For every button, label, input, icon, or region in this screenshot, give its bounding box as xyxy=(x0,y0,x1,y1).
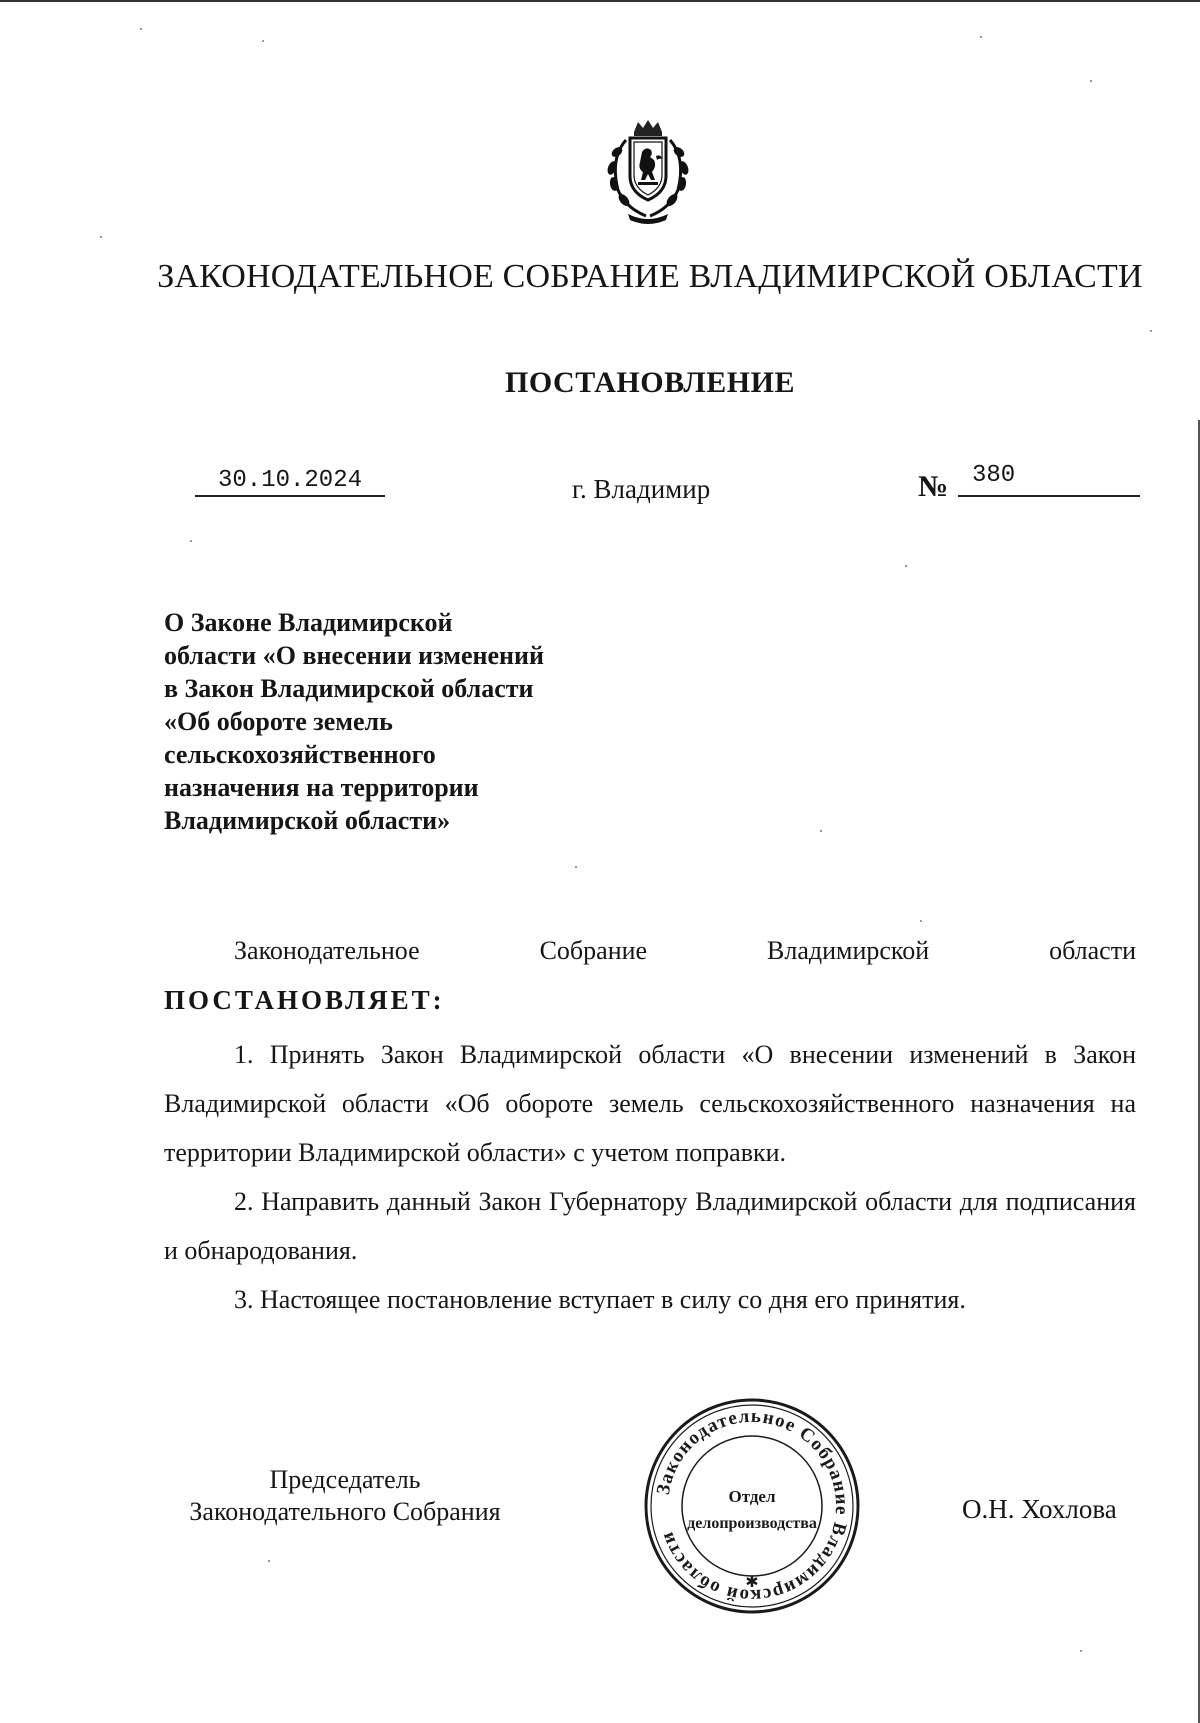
organization-title: ЗАКОНОДАТЕЛЬНОЕ СОБРАНИЕ ВЛАДИМИРСКОЙ ОБЛАСТИ xyxy=(157,258,1143,295)
subject-line: «Об обороте земель xyxy=(164,707,393,736)
decree-paragraph-1: 1. Принять Закон Владимирской области «О внесении изменений в Закон Владимирской области «Об обороте земель сельскохозяйственного назначения на территории Владимирской области» с учетом поправки. xyxy=(164,1040,1136,1167)
preamble-text: Законодательное Собрание Владимирской области xyxy=(234,936,1136,965)
stamp-inner-ring xyxy=(682,1436,822,1576)
official-stamp xyxy=(640,1394,864,1618)
subject-line: сельскохозяйственного xyxy=(164,740,436,769)
number-label: № xyxy=(918,470,949,503)
stamp-ring-textpath: Законодательное Собрание Владимирской области xyxy=(652,1405,853,1607)
subject-line: в Закон Владимирской области xyxy=(164,674,534,703)
decree-paragraph-2: 2. Направить данный Закон Губернатору Владимирской области для подписания и обнародования. xyxy=(164,1187,1136,1265)
signatory-name: О.Н. Хохлова xyxy=(962,1494,1117,1524)
decree-paragraph-3: 3. Настоящее постановление вступает в силу со дня его принятия. xyxy=(234,1285,966,1314)
scan-speck xyxy=(190,540,192,542)
scan-speck xyxy=(100,236,102,238)
scan-speck xyxy=(140,28,142,30)
scan-speck xyxy=(262,40,264,42)
stamp-center-line-1: Отдел xyxy=(728,1487,776,1506)
scan-speck xyxy=(1150,330,1152,332)
scan-speck xyxy=(268,1560,270,1562)
number-field xyxy=(958,462,1140,490)
city-label: г. Владимир xyxy=(572,474,711,504)
date-field xyxy=(195,466,385,496)
subject-block xyxy=(164,606,594,837)
subject-line: области «О внесении изменений xyxy=(164,641,544,670)
scan-speck xyxy=(575,866,577,868)
scan-speck xyxy=(1090,80,1092,82)
subject-line: назначения на территории xyxy=(164,773,479,802)
scan-speck xyxy=(1080,1650,1082,1652)
subject-line: О Законе Владимирской xyxy=(164,608,453,637)
decree-body xyxy=(164,1030,1136,1324)
decree-word: ПОСТАНОВЛЯЕТ: xyxy=(164,985,445,1015)
signatory-position xyxy=(170,1464,520,1528)
number-underline xyxy=(958,495,1140,497)
top-edge-line xyxy=(0,0,1200,2)
scan-speck xyxy=(980,36,982,38)
scan-speck xyxy=(905,565,907,567)
date-underline xyxy=(195,495,385,497)
number-value: 380 xyxy=(972,462,1016,489)
position-line-1: Председатель xyxy=(269,1465,421,1494)
position-line-2: Законодательного Собрания xyxy=(189,1497,501,1526)
coat-of-arms-icon xyxy=(600,118,696,226)
stamp-center-line-2: делопроизводства xyxy=(687,1515,817,1532)
stamp-star-icon: ✱ xyxy=(745,1572,759,1591)
scan-speck xyxy=(820,830,822,832)
document-type-heading: ПОСТАНОВЛЕНИЕ xyxy=(505,366,795,399)
subject-line: Владимирской области» xyxy=(164,806,451,835)
date-value: 30.10.2024 xyxy=(217,467,363,494)
scan-speck xyxy=(920,920,922,922)
